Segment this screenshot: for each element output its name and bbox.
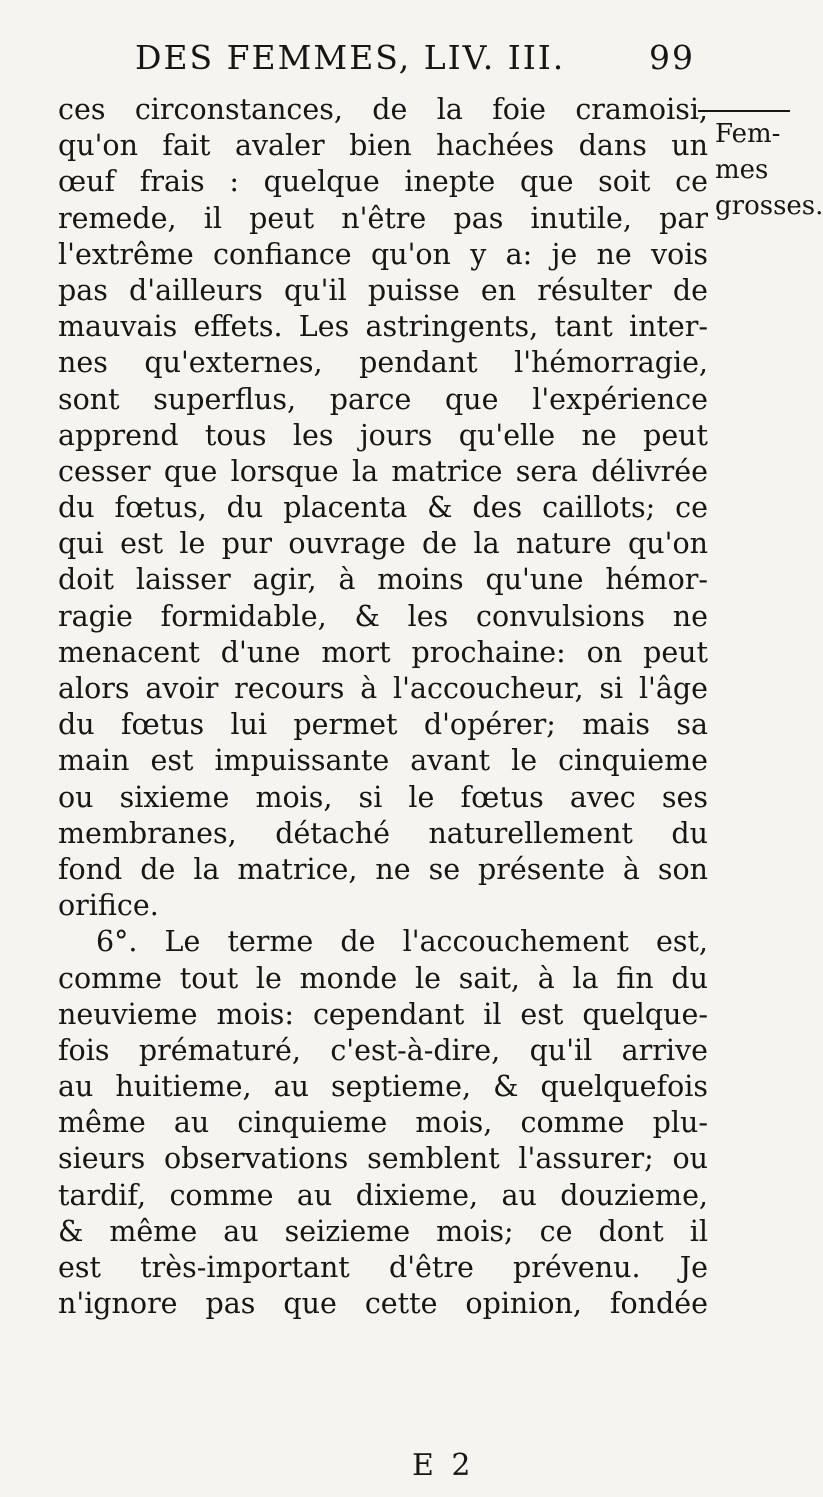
body-text: [58, 92, 708, 1322]
text-line: qui est le pur ouvrage de la nature qu'on: [58, 527, 708, 561]
margin-note: [715, 110, 823, 224]
header-title: DES FEMMES, LIV. III.: [135, 38, 566, 77]
text-line: du fœtus, du placenta & des caillots; ce: [58, 491, 708, 525]
text-line: neuvieme mois: cependant il est quelque-: [58, 997, 708, 1031]
text-line: remede, il peut n'être pas inutile, par: [58, 201, 708, 235]
text-line: ces circonstances, de la foie cramoisi,: [58, 93, 708, 126]
text-line: mauvais effets. Les astringents, tant inter-: [58, 310, 708, 344]
margin-note-line: mes: [715, 155, 769, 185]
text-line: cesser que lorsque la matrice sera délivrée: [58, 454, 708, 488]
text-line: au huitieme, au septieme, & quelquefois: [58, 1070, 708, 1104]
text-line: sieurs observations semblent l'assurer; ou: [58, 1142, 708, 1176]
text-line: sont superflus, parce que l'expérience: [58, 382, 708, 416]
text-line: fois prématuré, c'est-à-dire, qu'il arrive: [58, 1033, 708, 1067]
margin-note-line: Fem-: [715, 119, 781, 149]
text-line: fond de la matrice, ne se présente à son: [58, 852, 708, 886]
text-line: pas d'ailleurs qu'il puisse en résulter de: [58, 273, 708, 307]
text-line: du fœtus lui permet d'opérer; mais sa: [58, 708, 708, 742]
text-line: ragie formidable, & les convulsions ne: [58, 599, 708, 633]
text-line: alors avoir recours à l'accoucheur, si l'âge: [58, 672, 708, 705]
text-line: œuf frais : quelque inepte que soit ce: [58, 165, 708, 199]
text-line: n'ignore pas que cette opinion, fondée: [58, 1287, 708, 1321]
text-line: membranes, détaché naturellement du: [58, 816, 708, 850]
text-line: doit laisser agir, à moins qu'une hémor-: [58, 563, 708, 597]
text-line: est très-important d'être prévenu. Je: [58, 1251, 708, 1284]
text-line: qu'on fait avaler bien hachées dans un: [58, 129, 708, 163]
text-line: main est impuissante avant le cinquieme: [58, 744, 708, 778]
page-number: 99: [649, 38, 695, 77]
text-line: l'extrême confiance qu'on y a: je ne vois: [58, 237, 708, 271]
text-line: comme tout le monde le sait, à la fin du: [58, 961, 708, 995]
text-line: ou sixieme mois, si le fœtus avec ses: [58, 780, 708, 814]
text-line: & même au seizieme mois; ce dont il: [58, 1214, 708, 1248]
text-line: nes qu'externes, pendant l'hémorragie,: [58, 346, 708, 380]
signature-mark: E 2: [412, 1448, 475, 1483]
text-line: apprend tous les jours qu'elle ne peut: [58, 418, 708, 452]
text-line: orifice.: [58, 889, 159, 923]
margin-note-line: grosses.: [715, 191, 823, 221]
text-line: tardif, comme au dixieme, au douzieme,: [58, 1178, 708, 1212]
text-line: 6°. Le terme de l'accouchement est,: [96, 925, 708, 959]
text-line: même au cinquieme mois, comme plu-: [58, 1106, 708, 1140]
running-header: [135, 38, 695, 88]
text-line: menacent d'une mort prochaine: on peut: [58, 635, 708, 669]
